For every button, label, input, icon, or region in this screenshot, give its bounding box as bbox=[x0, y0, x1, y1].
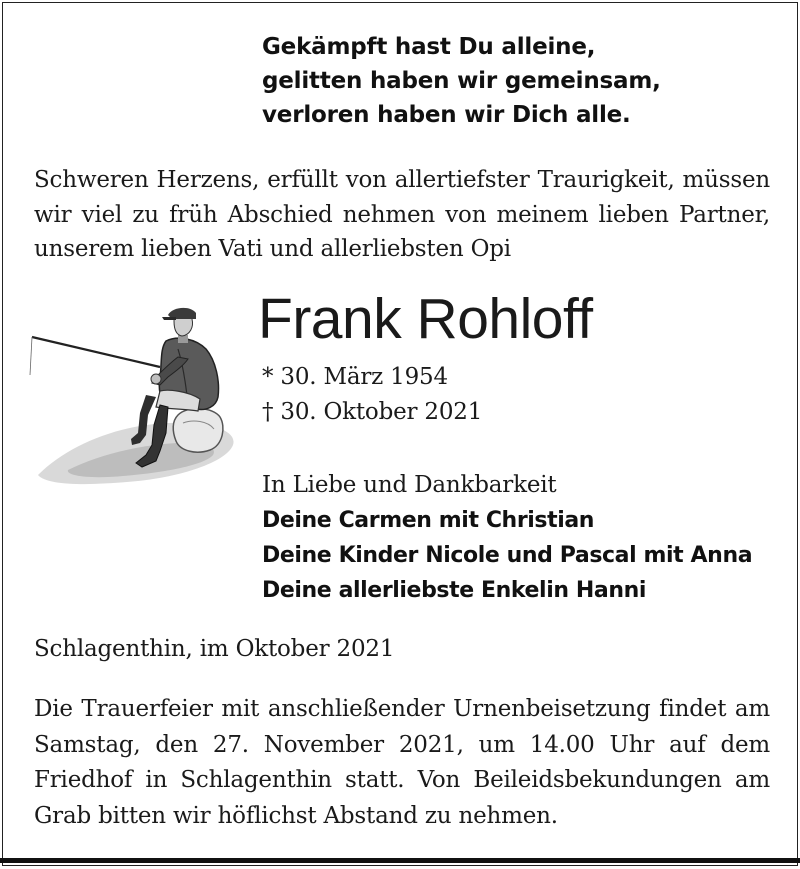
motto-line: gelitten haben wir gemeinsam, bbox=[262, 68, 661, 94]
service-line: Friedhof in Schlagenthin statt. Von Beileidsbekundungen am bbox=[34, 767, 770, 793]
place-and-date: Schlagenthin, im Oktober 2021 bbox=[34, 636, 395, 662]
motto-line: Gekämpft hast Du alleine, bbox=[262, 34, 596, 60]
intro-line: Schweren Herzens, erfüllt von allertiefster Traurigkeit, müssen bbox=[34, 167, 770, 193]
mourners bbox=[262, 468, 782, 608]
mourner-line: Deine allerliebste Enkelin Hanni bbox=[262, 578, 646, 603]
deceased-name: Frank Rohloff bbox=[258, 287, 593, 351]
intro-text bbox=[34, 163, 770, 267]
funeral-service-info bbox=[34, 692, 770, 834]
service-line: Samstag, den 27. November 2021, um 14.00 Uhr auf dem bbox=[34, 731, 770, 758]
service-line: Grab bitten wir höflichst Abstand zu nehmen. bbox=[34, 802, 558, 829]
death-date: † 30. Oktober 2021 bbox=[262, 399, 483, 425]
bottom-rule bbox=[0, 858, 800, 863]
mourners-intro: In Liebe und Dankbarkeit bbox=[262, 472, 557, 498]
birth-date: * 30. März 1954 bbox=[262, 364, 448, 390]
motto bbox=[262, 30, 682, 132]
fisherman-illustration bbox=[28, 305, 250, 495]
mourner-line: Deine Kinder Nicole und Pascal mit Anna bbox=[262, 543, 753, 568]
motto-line: verloren haben wir Dich alle. bbox=[262, 102, 631, 128]
intro-line: unserem lieben Vati und allerliebsten Opi bbox=[34, 236, 511, 262]
service-line: Die Trauerfeier mit anschließender Urnenbeisetzung findet am bbox=[34, 696, 770, 722]
intro-line: wir viel zu früh Abschied nehmen von meinem lieben Partner, bbox=[34, 201, 770, 228]
life-dates bbox=[262, 360, 682, 430]
mourner-line: Deine Carmen mit Christian bbox=[262, 508, 595, 533]
